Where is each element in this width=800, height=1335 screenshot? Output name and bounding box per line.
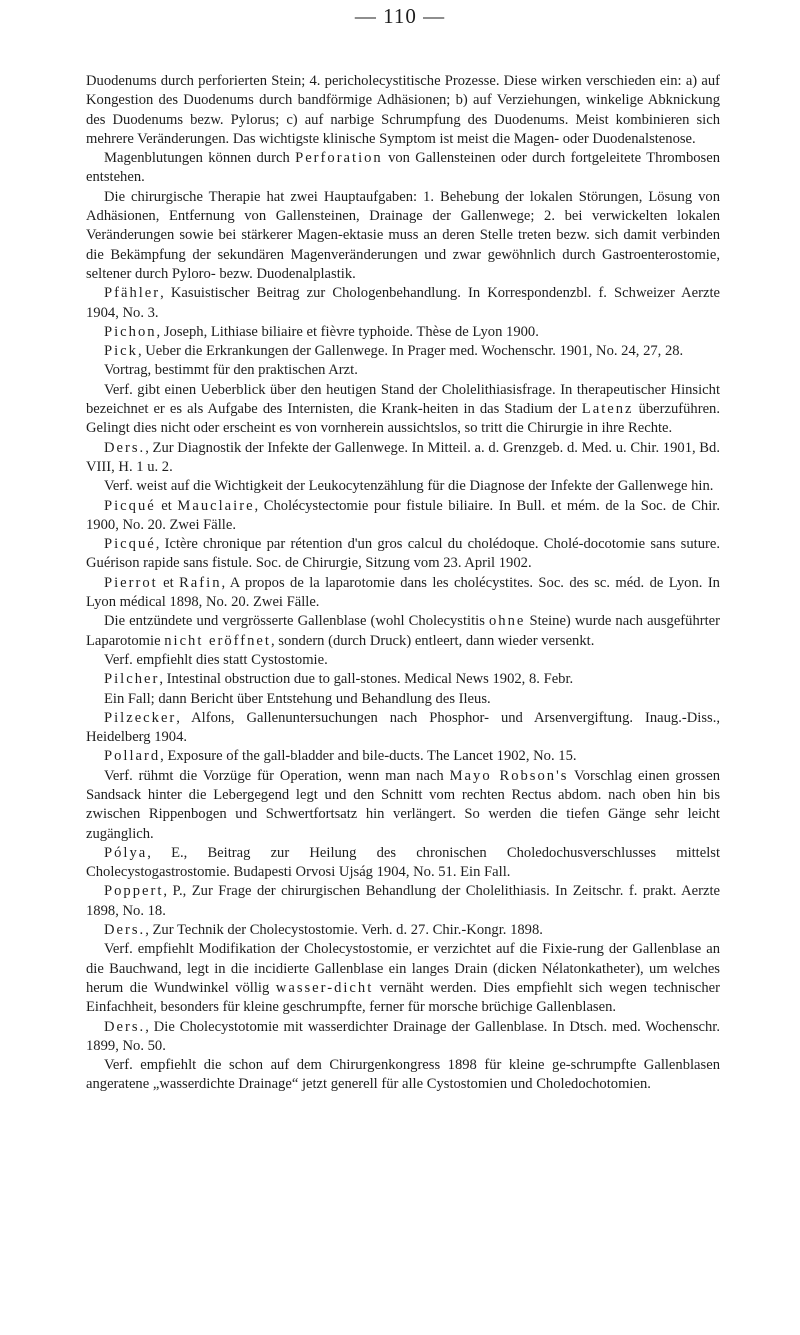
- paragraph: [86, 574, 720, 613]
- paragraph-text: , Die Cholecystotomie mit wasserdichter Drainage der Gallenblase. In Dtsch. med. Wochenschr. 1899, No. 50.: [86, 1018, 720, 1054]
- paragraph-text: , Zur Diagnostik der Infekte der Gallenwege. In Mitteil. a. d. Grenzgeb. d. Med. u. Chir. 1901, Bd. VIII, H. 1 u. 2.: [86, 439, 720, 475]
- spaced-text: Pilzecker: [104, 709, 177, 726]
- paragraph: [86, 323, 720, 342]
- paragraph: [86, 149, 720, 188]
- spaced-text: Pfähler: [104, 285, 161, 302]
- paragraph-text: , Alfons, Gallenuntersuchungen nach Phosphor- und Arsenvergiftung. Inaug.-Diss., Heidelberg 1904.: [86, 709, 720, 746]
- spaced-text: Mayo Robson's: [449, 767, 569, 784]
- paragraph: [86, 342, 720, 361]
- spaced-text: Pólya: [104, 844, 148, 861]
- paragraph-text: Duodenums durch perforierten Stein; 4. pericholecystitische Prozesse. Diese wirken verschieden ein: a) auf Kongestion des Duodenums durch bandförmige Adhäsionen; b) auf Verziehungen, winkelige Abknickung des Duodenums bezw. Pylorus; c) auf narbige Schrumpfung des Duodenums. Meist kombinieren sich mehrere Veränderungen. Das wichtigste klinische Symptom ist meist die Magen- oder Duodenalstenose.: [86, 73, 720, 147]
- paragraph-text: Die chirurgische Therapie hat zwei Hauptaufgaben: 1. Behebung der lokalen Störungen, Lösung von Adhäsionen, Entfernung von Gallensteinen, Drainage der Gallenwege; 2. bei verwickelten lokalen Veränderungen sowie bei stärkerer Magen-ektasie muss an deren Stelle treten bezw. sich damit verbinden die Bekämpfung der sekundären Magenveränderungen und zwar gewöhnlich durch Gastroenterostomie, seltener durch Pyloro- bezw. Duodenalplastik.: [86, 188, 720, 282]
- paragraph-text: , A propos de la laparotomie dans les cholécystites. Soc. des sc. méd. de Lyon. In Lyon médical 1898, No. 20. Zwei Fälle.: [86, 574, 720, 611]
- paragraph-text: , P., Zur Frage der chirurgischen Behandlung der Cholelithiasis. In Zeitschr. f. prakt. Aerzte 1898, No. 18.: [86, 883, 720, 919]
- paragraph-text: Vorschlag einen grossen Sandsack hinter die Lebergegend legt und den Schnitt vom rechten Rectus abdom. nach oben hin bis zwischen Rippenbogen und Schwertfortsatz hin verlängert. So werden die tiefen Gänge sehr leicht zugänglich.: [86, 767, 721, 842]
- spaced-text: Ders.: [104, 1018, 146, 1035]
- text-body: [86, 72, 720, 1095]
- paragraph-text: Die entzündete und vergrösserte Gallenblase (wohl Cholecystitis: [104, 613, 489, 630]
- paragraph: [86, 284, 720, 323]
- paragraph: [86, 497, 720, 536]
- paragraph: [86, 844, 720, 883]
- spaced-text: Mauclaire: [177, 497, 255, 514]
- paragraph: [86, 882, 720, 921]
- spaced-text: Picqué: [104, 536, 156, 553]
- paragraph: [86, 188, 720, 284]
- paragraph: [86, 381, 720, 439]
- paragraph: [86, 477, 720, 496]
- paragraph: [86, 612, 720, 651]
- paragraph-text: et: [155, 497, 178, 514]
- spaced-text: Poppert: [104, 883, 164, 900]
- spaced-text: Ders.: [104, 922, 146, 939]
- spaced-text: Pichon: [104, 323, 157, 340]
- paragraph-text: überzuführen. Gelingt dies nicht oder erscheint es von vornherein aussichtslos, so tritt die Chirurgie in ihre Rechte.: [86, 401, 721, 437]
- paragraph-text: Verf. gibt einen Ueberblick über den heutigen Stand der Cholelithiasisfrage. In therapeutischer Hinsicht bezeichnet er es als Aufgabe des Internisten, die Krank-heiten in das Stadium der: [86, 381, 720, 418]
- paragraph: [86, 747, 720, 766]
- paragraph-text: , Exposure of the gall-bladder and bile-ducts. The Lancet 1902, No. 15.: [160, 748, 577, 765]
- paragraph: [86, 921, 720, 940]
- spaced-text: Rafin: [179, 574, 222, 591]
- paragraph-text: vernäht werden. Dies empfiehlt sich wegen technischer Einfachheit, besonders für kleine geschrumpfte, ferner für morsche brüchige Gallenblasen.: [86, 979, 720, 1016]
- paragraph-text: Magenblutungen können durch: [104, 150, 296, 167]
- paragraph-text: , Cholécystectomie pour fistule biliaire. In Bull. et mém. de la Soc. de Chir. 1900, No. 20. Zwei Fälle.: [86, 497, 720, 533]
- spaced-text: Pilcher: [104, 671, 160, 688]
- paragraph-text: , Zur Technik der Cholecystostomie. Verh. d. 27. Chir.-Kongr. 1898.: [145, 922, 543, 939]
- paragraph-text: Verf. empfiehlt Modifikation der Cholecystostomie, er verzichtet auf die Fixie-rung der Gallenblase an die Bauchwand, legt in die incidierte Gallenblase ein langes Drain (dicken Nélatonkatheter), um welches herum die Wundwinkel völlig: [86, 941, 720, 996]
- paragraph-text: , Kasuistischer Beitrag zur Chologenbehandlung. In Korrespondenzbl. f. Schweizer Aerzte 1904, No. 3.: [86, 285, 720, 321]
- paragraph-text: , E., Beitrag zur Heilung des chronischen Choledochusverschlusses mittelst Cholecystogastrostomie. Budapesti Orvosi Ujság 1904, No. 51. Ein Fall.: [86, 844, 720, 881]
- paragraph-text: Verf. weist auf die Wichtigkeit der Leukocytenzählung für die Diagnose der Infekte der Gallenwege hin.: [104, 478, 714, 495]
- paragraph-text: Vortrag, bestimmt für den praktischen Arzt.: [104, 362, 358, 379]
- paragraph-text: Verf. empfiehlt dies statt Cystostomie.: [104, 651, 328, 668]
- spaced-text: ohne: [488, 613, 526, 630]
- paragraph: [86, 670, 720, 689]
- paragraph-text: , sondern (durch Druck) entleert, dann wieder versenkt.: [270, 632, 595, 649]
- paragraph-text: , Intestinal obstruction due to gall-stones. Medical News 1902, 8. Febr.: [159, 671, 574, 688]
- paragraph: [86, 535, 720, 574]
- paragraph: [86, 439, 720, 478]
- paragraph-text: , Ueber die Erkrankungen der Gallenwege. In Prager med. Wochenschr. 1901, No. 24, 27, 28.: [137, 343, 684, 360]
- spaced-text: Perforation: [295, 150, 383, 167]
- paragraph-text: , Ictère chronique par rétention d'un gros calcul du cholédoque. Cholé-docotomie sans suture. Guérison rapide sans fistule. Soc. de Chirurgie, Sitzung vom 23. April 1902.: [86, 536, 720, 572]
- spaced-text: Latenz: [581, 401, 634, 418]
- paragraph: [86, 690, 720, 709]
- paragraph-text: Ein Fall; dann Bericht über Entstehung und Behandlung des Ileus.: [104, 690, 491, 707]
- paragraph: [86, 1056, 720, 1095]
- paragraph: [86, 651, 720, 670]
- paragraph: [86, 1018, 720, 1057]
- paragraph: [86, 940, 720, 1017]
- paragraph: [86, 72, 720, 149]
- spaced-text: Ders.: [104, 439, 146, 456]
- spaced-text: Pierrot: [104, 574, 158, 591]
- paragraph: [86, 709, 720, 748]
- paragraph: [86, 361, 720, 380]
- spaced-text: nicht eröffnet: [164, 632, 271, 649]
- paragraph-text: Verf. rühmt die Vorzüge für Operation, wenn man nach: [104, 767, 450, 784]
- paragraph-text: , Joseph, Lithiase biliaire et fièvre typhoide. Thèse de Lyon 1900.: [156, 323, 539, 340]
- spaced-text: Picqué: [104, 497, 156, 514]
- paragraph: [86, 767, 720, 844]
- paragraph-text: von Gallensteinen oder durch fortgeleitete Thrombosen entstehen.: [86, 150, 720, 186]
- paragraph-text: Steine) wurde nach ausgeführter Laparotomie: [86, 613, 720, 649]
- spaced-text: Pick: [104, 343, 138, 360]
- page-number: — 110 —: [354, 4, 446, 28]
- paragraph-text: et: [157, 574, 180, 591]
- spaced-text: Pollard: [104, 748, 161, 765]
- spaced-text: wasser-dicht: [275, 979, 374, 996]
- paragraph-text: Verf. empfiehlt die schon auf dem Chirurgenkongress 1898 für kleine ge-schrumpfte Gallenblasen angeratene „wasserdichte Drainage“ jetzt generell für alle Cystostomien und Choledochotomien.: [86, 1057, 720, 1093]
